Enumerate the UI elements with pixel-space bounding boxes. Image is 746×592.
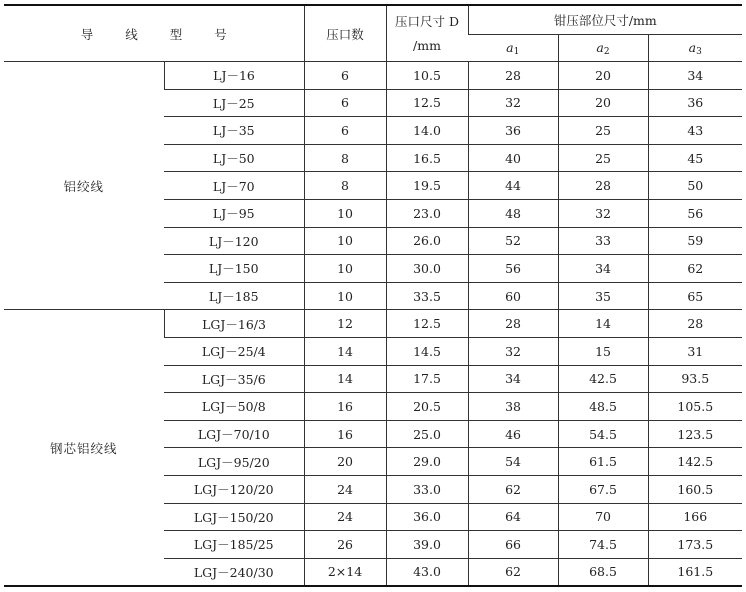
header-a1-subscript: 1	[513, 46, 520, 57]
cell-crimp-count: 24	[304, 503, 386, 531]
cell-a1: 66	[468, 531, 558, 559]
crimp-dimensions-table	[4, 4, 742, 587]
cell-a3: 65	[648, 282, 742, 310]
cell-crimp-size: 33.0	[386, 475, 468, 503]
header-a3-subscript: 3	[696, 46, 702, 57]
header-a3	[648, 35, 742, 62]
cell-a1: 64	[468, 503, 558, 531]
cell-a1: 28	[468, 62, 558, 90]
table-row	[4, 62, 742, 90]
cell-a2: 34	[558, 255, 648, 283]
cell-a3: 50	[648, 172, 742, 200]
cell-model: LGJ－50/8	[164, 393, 304, 421]
cell-model: LJ－50	[164, 144, 304, 172]
cell-a3: 43	[648, 117, 742, 145]
cell-a2: 14	[558, 310, 648, 338]
cell-a3: 105.5	[648, 393, 742, 421]
cell-a2: 35	[558, 282, 648, 310]
cell-a3: 123.5	[648, 420, 742, 448]
cell-crimp-size: 10.5	[386, 62, 468, 90]
cell-a3: 45	[648, 144, 742, 172]
cell-crimp-count: 16	[304, 393, 386, 421]
crimp-table-container	[4, 4, 742, 587]
cell-a2: 32	[558, 199, 648, 227]
cell-crimp-count: 24	[304, 475, 386, 503]
cell-a1: 46	[468, 420, 558, 448]
cell-crimp-count: 8	[304, 172, 386, 200]
cell-crimp-count: 10	[304, 227, 386, 255]
cell-a3: 166	[648, 503, 742, 531]
cell-crimp-size: 26.0	[386, 227, 468, 255]
cell-crimp-count: 2×14	[304, 558, 386, 586]
cell-crimp-size: 12.5	[386, 89, 468, 117]
cell-a2: 28	[558, 172, 648, 200]
cell-crimp-count: 10	[304, 282, 386, 310]
cell-a2: 15	[558, 337, 648, 365]
cell-crimp-count: 20	[304, 448, 386, 476]
cell-a1: 32	[468, 337, 558, 365]
cell-a2: 68.5	[558, 558, 648, 586]
header-a1	[468, 35, 558, 62]
cell-a3: 36	[648, 89, 742, 117]
cell-a2: 54.5	[558, 420, 648, 448]
cell-category: 钢芯铝绞线	[4, 310, 164, 586]
cell-a3: 62	[648, 255, 742, 283]
header-a2-subscript: 2	[603, 46, 610, 57]
cell-a1: 38	[468, 393, 558, 421]
header-crimp-size	[386, 5, 468, 62]
cell-crimp-count: 14	[304, 337, 386, 365]
cell-a2: 20	[558, 89, 648, 117]
cell-model: LJ－150	[164, 255, 304, 283]
cell-a2: 74.5	[558, 531, 648, 559]
cell-model: LGJ－16/3	[164, 310, 304, 338]
cell-a1: 60	[468, 282, 558, 310]
cell-a1: 52	[468, 227, 558, 255]
table-body	[4, 62, 742, 587]
cell-a3: 59	[648, 227, 742, 255]
cell-a2: 48.5	[558, 393, 648, 421]
cell-a3: 160.5	[648, 475, 742, 503]
cell-model: LGJ－240/30	[164, 558, 304, 586]
cell-model: LGJ－185/25	[164, 531, 304, 559]
cell-a1: 44	[468, 172, 558, 200]
cell-a1: 62	[468, 558, 558, 586]
cell-crimp-count: 16	[304, 420, 386, 448]
cell-a2: 33	[558, 227, 648, 255]
cell-a1: 32	[468, 89, 558, 117]
cell-a1: 28	[468, 310, 558, 338]
cell-a2: 70	[558, 503, 648, 531]
cell-model: LGJ－120/20	[164, 475, 304, 503]
cell-model: LJ－35	[164, 117, 304, 145]
cell-a3: 161.5	[648, 558, 742, 586]
cell-crimp-size: 36.0	[386, 503, 468, 531]
table-header	[4, 5, 742, 62]
cell-crimp-size: 14.0	[386, 117, 468, 145]
cell-crimp-size: 25.0	[386, 420, 468, 448]
cell-a3: 31	[648, 337, 742, 365]
cell-crimp-count: 6	[304, 117, 386, 145]
cell-model: LJ－185	[164, 282, 304, 310]
cell-crimp-count: 10	[304, 255, 386, 283]
header-a1-symbol: a	[506, 39, 514, 55]
cell-crimp-count: 6	[304, 89, 386, 117]
cell-model: LJ－95	[164, 199, 304, 227]
cell-a2: 61.5	[558, 448, 648, 476]
cell-crimp-count: 8	[304, 144, 386, 172]
cell-crimp-count: 14	[304, 365, 386, 393]
header-crimp-count: 压口数	[304, 5, 386, 62]
cell-model: LJ－16	[164, 62, 304, 90]
cell-crimp-size: 30.0	[386, 255, 468, 283]
cell-a1: 62	[468, 475, 558, 503]
header-wire-type-label: 导 线 型 号	[80, 26, 241, 42]
cell-a2: 25	[558, 144, 648, 172]
cell-crimp-size: 20.5	[386, 393, 468, 421]
cell-category: 铝绞线	[4, 62, 164, 310]
cell-a1: 36	[468, 117, 558, 145]
header-clamp-position: 钳压部位尺寸/mm	[468, 5, 742, 35]
cell-model: LJ－25	[164, 89, 304, 117]
cell-a3: 93.5	[648, 365, 742, 393]
cell-model: LGJ－150/20	[164, 503, 304, 531]
header-a2	[558, 35, 648, 62]
cell-a2: 42.5	[558, 365, 648, 393]
cell-model: LGJ－25/4	[164, 337, 304, 365]
header-wire-type	[4, 5, 304, 62]
cell-crimp-size: 23.0	[386, 199, 468, 227]
cell-a3: 34	[648, 62, 742, 90]
cell-model: LGJ－70/10	[164, 420, 304, 448]
cell-crimp-count: 12	[304, 310, 386, 338]
cell-crimp-size: 29.0	[386, 448, 468, 476]
cell-crimp-size: 12.5	[386, 310, 468, 338]
cell-a1: 48	[468, 199, 558, 227]
cell-crimp-count: 10	[304, 199, 386, 227]
cell-crimp-size: 39.0	[386, 531, 468, 559]
table-row	[4, 310, 742, 338]
cell-model: LGJ－95/20	[164, 448, 304, 476]
cell-a1: 54	[468, 448, 558, 476]
cell-model: LGJ－35/6	[164, 365, 304, 393]
cell-crimp-count: 26	[304, 531, 386, 559]
cell-a1: 56	[468, 255, 558, 283]
cell-a2: 25	[558, 117, 648, 145]
cell-crimp-size: 16.5	[386, 144, 468, 172]
cell-crimp-count: 6	[304, 62, 386, 90]
header-a3-symbol: a	[688, 39, 697, 55]
header-crimp-size-line1: 压口尺寸 D	[395, 13, 460, 29]
cell-a2: 20	[558, 62, 648, 90]
cell-crimp-size: 19.5	[386, 172, 468, 200]
cell-model: LJ－70	[164, 172, 304, 200]
cell-crimp-size: 14.5	[386, 337, 468, 365]
cell-crimp-size: 43.0	[386, 558, 468, 586]
cell-crimp-size: 33.5	[386, 282, 468, 310]
cell-a3: 173.5	[648, 531, 742, 559]
cell-a3: 28	[648, 310, 742, 338]
cell-a3: 56	[648, 199, 742, 227]
header-crimp-size-line2: /mm	[413, 37, 441, 53]
cell-a3: 142.5	[648, 448, 742, 476]
cell-a2: 67.5	[558, 475, 648, 503]
cell-a1: 40	[468, 144, 558, 172]
cell-model: LJ－120	[164, 227, 304, 255]
cell-a1: 34	[468, 365, 558, 393]
cell-crimp-size: 17.5	[386, 365, 468, 393]
header-a2-symbol: a	[596, 39, 604, 55]
